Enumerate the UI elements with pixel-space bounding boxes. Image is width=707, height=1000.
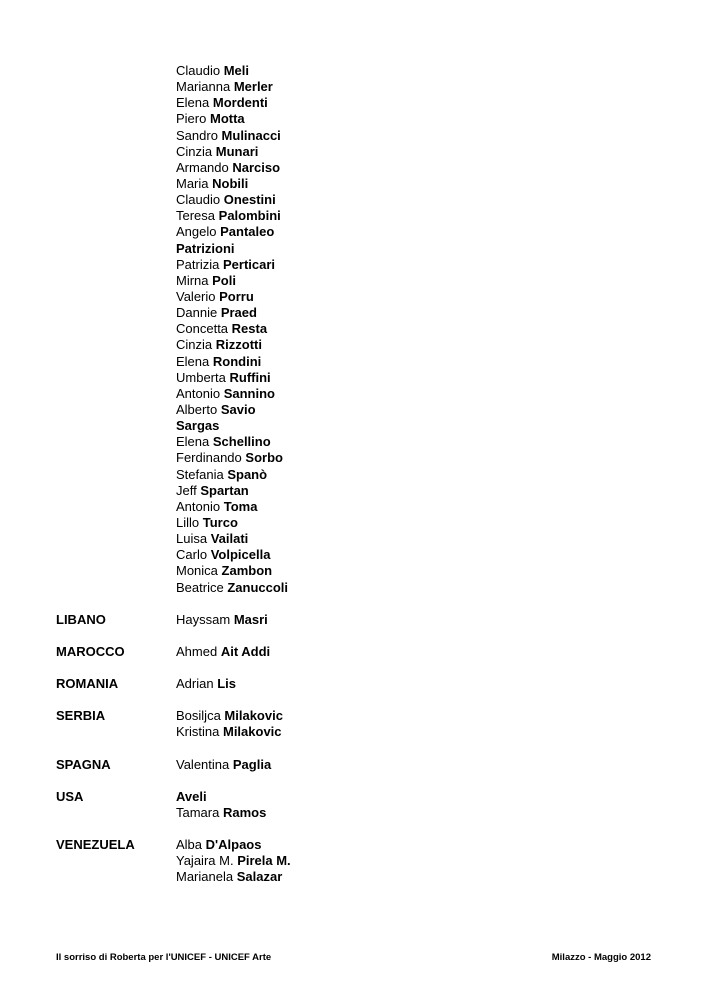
country-label: LIBANO [56,612,106,627]
person-name-line [176,434,676,450]
first-name: Sandro [176,127,218,143]
first-name: Marianela [176,869,234,885]
surname: Ruffini [229,369,271,385]
first-name: Marianna [176,79,231,95]
first-name: Mirna [176,272,209,288]
person-name-line [176,515,676,531]
country-label: USA [56,789,84,804]
surname: Munari [215,143,259,159]
first-name: Angelo [176,224,217,240]
person-name-line [176,724,283,740]
country-people [176,708,283,740]
person-name-line [176,305,676,321]
country-label: SERBIA [56,708,106,723]
first-name: Maria [176,175,209,191]
surname: Praed [220,305,257,321]
person-name-line [176,257,676,273]
first-name: Luisa [176,531,208,547]
surname: Sannino [223,385,275,401]
first-name: Lillo [176,514,200,530]
country-people [176,644,270,660]
person-name-line [176,160,676,176]
person-name-line [176,354,676,370]
surname: Paglia [232,757,272,772]
surname: Ait Addi [220,644,271,659]
first-name: Elena [176,95,210,111]
first-name: Carlo [176,547,208,563]
person-name-line [176,676,236,692]
person-name-line [176,563,676,579]
surname: D'Alpaos [205,837,262,852]
first-name: Monica [176,563,218,579]
surname: Merler [233,79,273,95]
person-name-line [176,612,268,628]
first-name: Elena [176,353,210,369]
person-name-line [176,79,676,95]
person-name-line [176,580,676,596]
person-name-line [176,289,676,305]
first-name: Concetta [176,321,229,337]
first-name: Tamara [176,805,220,821]
surname: Milakovic [224,708,283,723]
surname: Pantaleo [220,224,275,240]
person-name-line [176,273,676,289]
person-name-line [176,708,283,724]
person-name-line [176,853,291,869]
surname: Rizzotti [215,337,262,353]
person-name-line [176,208,676,224]
first-name: Valentina [176,757,230,772]
person-name-line [176,805,266,821]
person-name-line [176,499,676,515]
first-name: Teresa [176,208,216,224]
surname: Porru [219,288,254,304]
first-name: Umberta [176,369,226,385]
first-name: Dannie [176,305,218,321]
surname: Mulinacci [221,127,281,143]
first-name: Ahmed [176,644,218,659]
surname: Zanuccoli [227,579,289,595]
surname: Patrizioni [176,240,235,256]
surname: Milakovic [222,724,282,740]
surname: Narciso [232,159,281,175]
footer-right-text: Milazzo - Maggio 2012 [551,952,651,963]
surname: Masri [233,612,268,627]
surname: Nobili [212,175,249,191]
surname: Toma [223,498,258,514]
surname: Sorbo [245,450,283,466]
surname: Palombini [218,208,281,224]
first-name: Claudio [176,192,221,208]
first-name: Piero [176,111,207,127]
first-name: Jeff [176,482,197,498]
country-people [176,789,266,821]
surname: Savio [220,401,256,417]
first-name: Adrian [176,676,214,691]
first-name: Claudio [176,63,221,78]
first-name: Stefania [176,466,224,482]
surname: Ramos [222,805,267,821]
surname: Turco [202,514,238,530]
first-name: Cinzia [176,143,213,159]
person-name-line [176,644,270,660]
first-name: Antonio [176,498,221,514]
person-name-line [176,386,676,402]
person-name-line [176,224,676,240]
person-name-line [176,531,676,547]
person-name-line [176,337,676,353]
person-name-line [176,789,266,805]
first-name: Hayssam [176,612,231,627]
footer-left-text: Il sorriso di Roberta per l'UNICEF - UNICEF Arte [56,952,272,963]
country-label: ROMANIA [56,676,119,691]
surname: Poli [212,272,236,288]
person-name-line [176,321,676,337]
first-name: Valerio [176,288,216,304]
surname: Aveli [176,789,207,804]
person-name-line [176,467,676,483]
first-name: Alberto [176,401,218,417]
person-name-line [176,192,676,208]
person-name-line [176,241,676,257]
first-name: Beatrice [176,579,224,595]
surname: Spanò [227,466,268,482]
person-name-line [176,547,676,563]
surname: Pirela M. [237,853,291,869]
surname: Salazar [236,869,283,885]
first-name: Antonio [176,385,221,401]
person-name-line [176,111,676,127]
country-label: SPAGNA [56,757,111,772]
surname: Schellino [212,434,271,450]
surname: Volpicella [210,547,271,563]
first-name: Bosiljca [176,708,221,723]
country-people [176,837,291,885]
surname: Perticari [222,256,276,272]
first-name: Elena [176,434,210,450]
surname: Sargas [176,418,220,434]
person-name-line [176,757,271,773]
first-name: Patrizia [176,256,220,272]
person-name-line [176,63,676,79]
country-label: VENEZUELA [56,837,135,852]
first-name: Armando [176,159,229,175]
person-name-line [176,837,291,853]
surname: Meli [223,63,250,78]
person-name-line [176,144,676,160]
surname: Spartan [200,482,249,498]
person-name-line [176,176,676,192]
surname: Mordenti [212,95,268,111]
surname: Vailati [210,531,249,547]
person-name-line [176,370,676,386]
first-name: Yajaira M. [176,853,234,869]
first-name: Ferdinando [176,450,242,466]
country-people [176,676,236,692]
person-name-line [176,128,676,144]
person-name-line [176,483,676,499]
first-name: Cinzia [176,337,213,353]
first-name: Kristina [176,724,220,740]
surname: Onestini [223,192,276,208]
person-name-line [176,95,676,111]
surname: Zambon [221,563,273,579]
first-name: Alba [176,837,203,852]
person-name-line [176,418,676,434]
country-people [176,612,268,628]
surname: Motta [209,111,245,127]
person-name-line [176,450,676,466]
person-name-line [176,869,291,885]
person-name-line [176,402,676,418]
surname: Rondini [212,353,262,369]
country-label: MAROCCO [56,644,125,659]
surname: Resta [231,321,268,337]
country-people [176,757,271,773]
italy-names-list [176,63,676,596]
surname: Lis [217,676,236,691]
